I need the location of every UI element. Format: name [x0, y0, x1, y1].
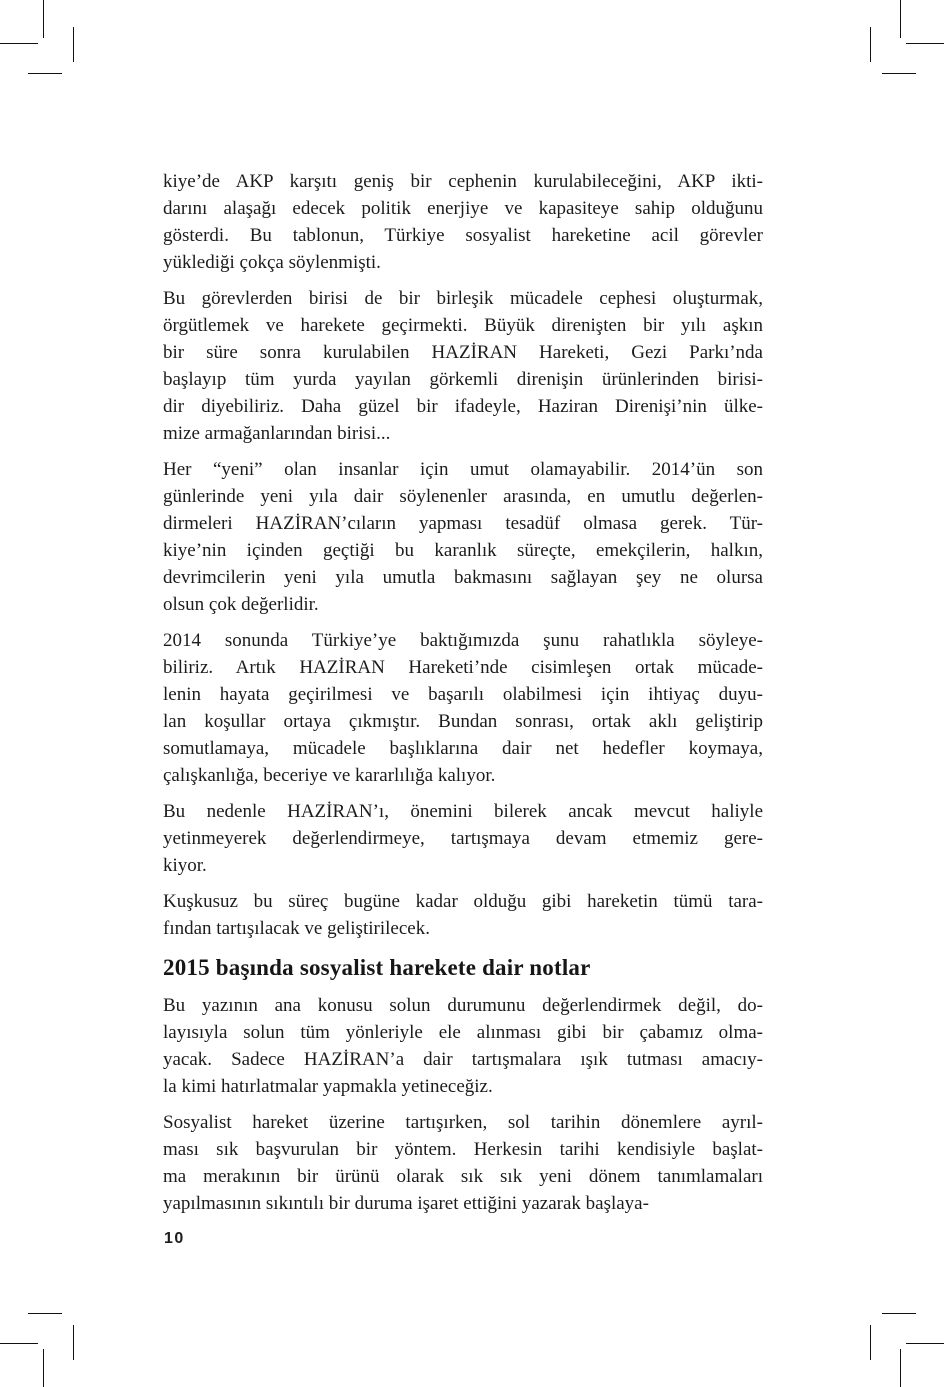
trim-mark-bottom-left-horizontal — [28, 1313, 62, 1314]
text-line: la kimi hatırlatmalar yapmakla yetineceğiz. — [163, 1076, 493, 1097]
crop-mark-bottom-left-horizontal — [0, 1343, 38, 1344]
text-line: lan koşullar ortaya çıkmıştır. Bundan sonrası, ortak aklı geliştirip — [163, 711, 763, 732]
text-line: 2014 sonunda Türkiye’ye baktığımızda şunu rahatlıkla söyleye- — [163, 630, 763, 651]
text-line: kiye’de AKP karşıtı geniş bir cephenin kurulabileceğini, AKP ikti- — [163, 171, 763, 192]
text-line: yacak. Sadece HAZİRAN’a dair tartışmalara ışık tutması amacıy- — [163, 1049, 763, 1070]
paragraph — [163, 798, 763, 879]
crop-mark-top-right-vertical — [900, 0, 901, 38]
text-line: biliriz. Artık HAZİRAN Hareketi’nde cisimleşen ortak mücade- — [163, 657, 763, 678]
text-line: devrimcilerin yeni yıla umutla bakmasını sağlayan şey ne olursa — [163, 567, 763, 588]
crop-mark-top-right-horizontal — [906, 43, 944, 44]
text-line: yüklediği çokça söylenmişti. — [163, 252, 381, 273]
paragraph — [163, 456, 763, 618]
text-line: örgütlemek ve harekete geçirmekti. Büyük direnişten bir yılı aşkın — [163, 315, 763, 336]
text-line: Kuşkusuz bu süreç bugüne kadar olduğu gibi hareketin tümü tara- — [163, 891, 763, 912]
crop-mark-bottom-left-vertical — [43, 1349, 44, 1387]
paragraph — [163, 1109, 763, 1217]
paragraph — [163, 888, 763, 942]
crop-mark-top-left-horizontal — [0, 43, 38, 44]
text-line: Bu yazının ana konusu solun durumunu değerlendirmek değil, do- — [163, 995, 763, 1016]
trim-mark-bottom-right-vertical — [870, 1325, 871, 1360]
text-line: somutlamaya, mücadele başlıklarına dair net hedefler koymaya, — [163, 738, 763, 759]
crop-mark-top-left-vertical — [43, 0, 44, 38]
text-line: çalışkanlığa, beceriye ve kararlılığa kalıyor. — [163, 765, 496, 786]
text-line: Her “yeni” olan insanlar için umut olamayabilir. 2014’ün son — [163, 459, 763, 480]
text-line: gösterdi. Bu tablonun, Türkiye sosyalist hareketine acil görevler — [163, 225, 763, 246]
trim-mark-bottom-left-vertical — [73, 1325, 74, 1360]
text-line: Bu nedenle HAZİRAN’ı, önemini bilerek ancak mevcut haliyle — [163, 801, 763, 822]
trim-mark-top-right-horizontal — [882, 73, 916, 74]
text-line: kiyor. — [163, 855, 207, 876]
text-line: günlerinde yeni yıla dair söylenenler arasında, en umutlu değerlen- — [163, 486, 763, 507]
text-line: dirmeleri HAZİRAN’cıların yapması tesadüf olmasa gerek. Tür- — [163, 513, 763, 534]
text-line: başlayıp tüm yurda yayılan görkemli direnişin ürünlerinden birisi- — [163, 369, 763, 390]
paragraph — [163, 627, 763, 789]
text-column — [163, 168, 763, 1226]
trim-mark-top-left-vertical — [73, 27, 74, 62]
text-line: mize armağanlarından birisi... — [163, 423, 391, 444]
text-line: ması sık başvurulan bir yöntem. Herkesin tarihi kendisiyle başlat- — [163, 1139, 763, 1160]
text-line: darını alaşağı edecek politik enerjiye ve kapasiteye sahip olduğunu — [163, 198, 763, 219]
text-line: lenin hayata geçirilmesi ve başarılı olabilmesi için ihtiyaç duyu- — [163, 684, 763, 705]
text-line: Sosyalist hareket üzerine tartışırken, sol tarihin dönemlere ayrıl- — [163, 1112, 763, 1133]
paragraph — [163, 168, 763, 276]
text-line: fından tartışılacak ve geliştirilecek. — [163, 918, 430, 939]
crop-mark-bottom-right-vertical — [900, 1349, 901, 1387]
trim-mark-top-left-horizontal — [28, 73, 62, 74]
text-line: ma merakının bir ürünü olarak sık sık yeni dönem tanımlamaları — [163, 1166, 763, 1187]
text-line: layısıyla solun tüm yönleriyle ele alınması gibi bir çabamız olma- — [163, 1022, 763, 1043]
crop-mark-bottom-right-horizontal — [906, 1343, 944, 1344]
paragraph — [163, 992, 763, 1100]
text-line: dir diyebiliriz. Daha güzel bir ifadeyle, Haziran Direnişi’nin ülke- — [163, 396, 763, 417]
page-number: 10 — [164, 1230, 185, 1247]
section-heading: 2015 başında sosyalist harekete dair notlar — [163, 955, 591, 980]
text-line: yapılmasının sıkıntılı bir duruma işaret ettiğini yazarak başlaya- — [163, 1193, 649, 1214]
trim-mark-top-right-vertical — [870, 27, 871, 62]
text-line: kiye’nin içinden geçtiği bu karanlık süreçte, emekçilerin, halkın, — [163, 540, 763, 561]
trim-mark-bottom-right-horizontal — [882, 1313, 916, 1314]
paragraph — [163, 285, 763, 447]
text-line: bir süre sonra kurulabilen HAZİRAN Hareketi, Gezi Parkı’nda — [163, 342, 763, 363]
text-line: yetinmeyerek değerlendirmeye, tartışmaya devam etmemiz gere- — [163, 828, 763, 849]
text-line: Bu görevlerden birisi de bir birleşik mücadele cephesi oluşturmak, — [163, 288, 763, 309]
text-line: olsun çok değerlidir. — [163, 594, 319, 615]
